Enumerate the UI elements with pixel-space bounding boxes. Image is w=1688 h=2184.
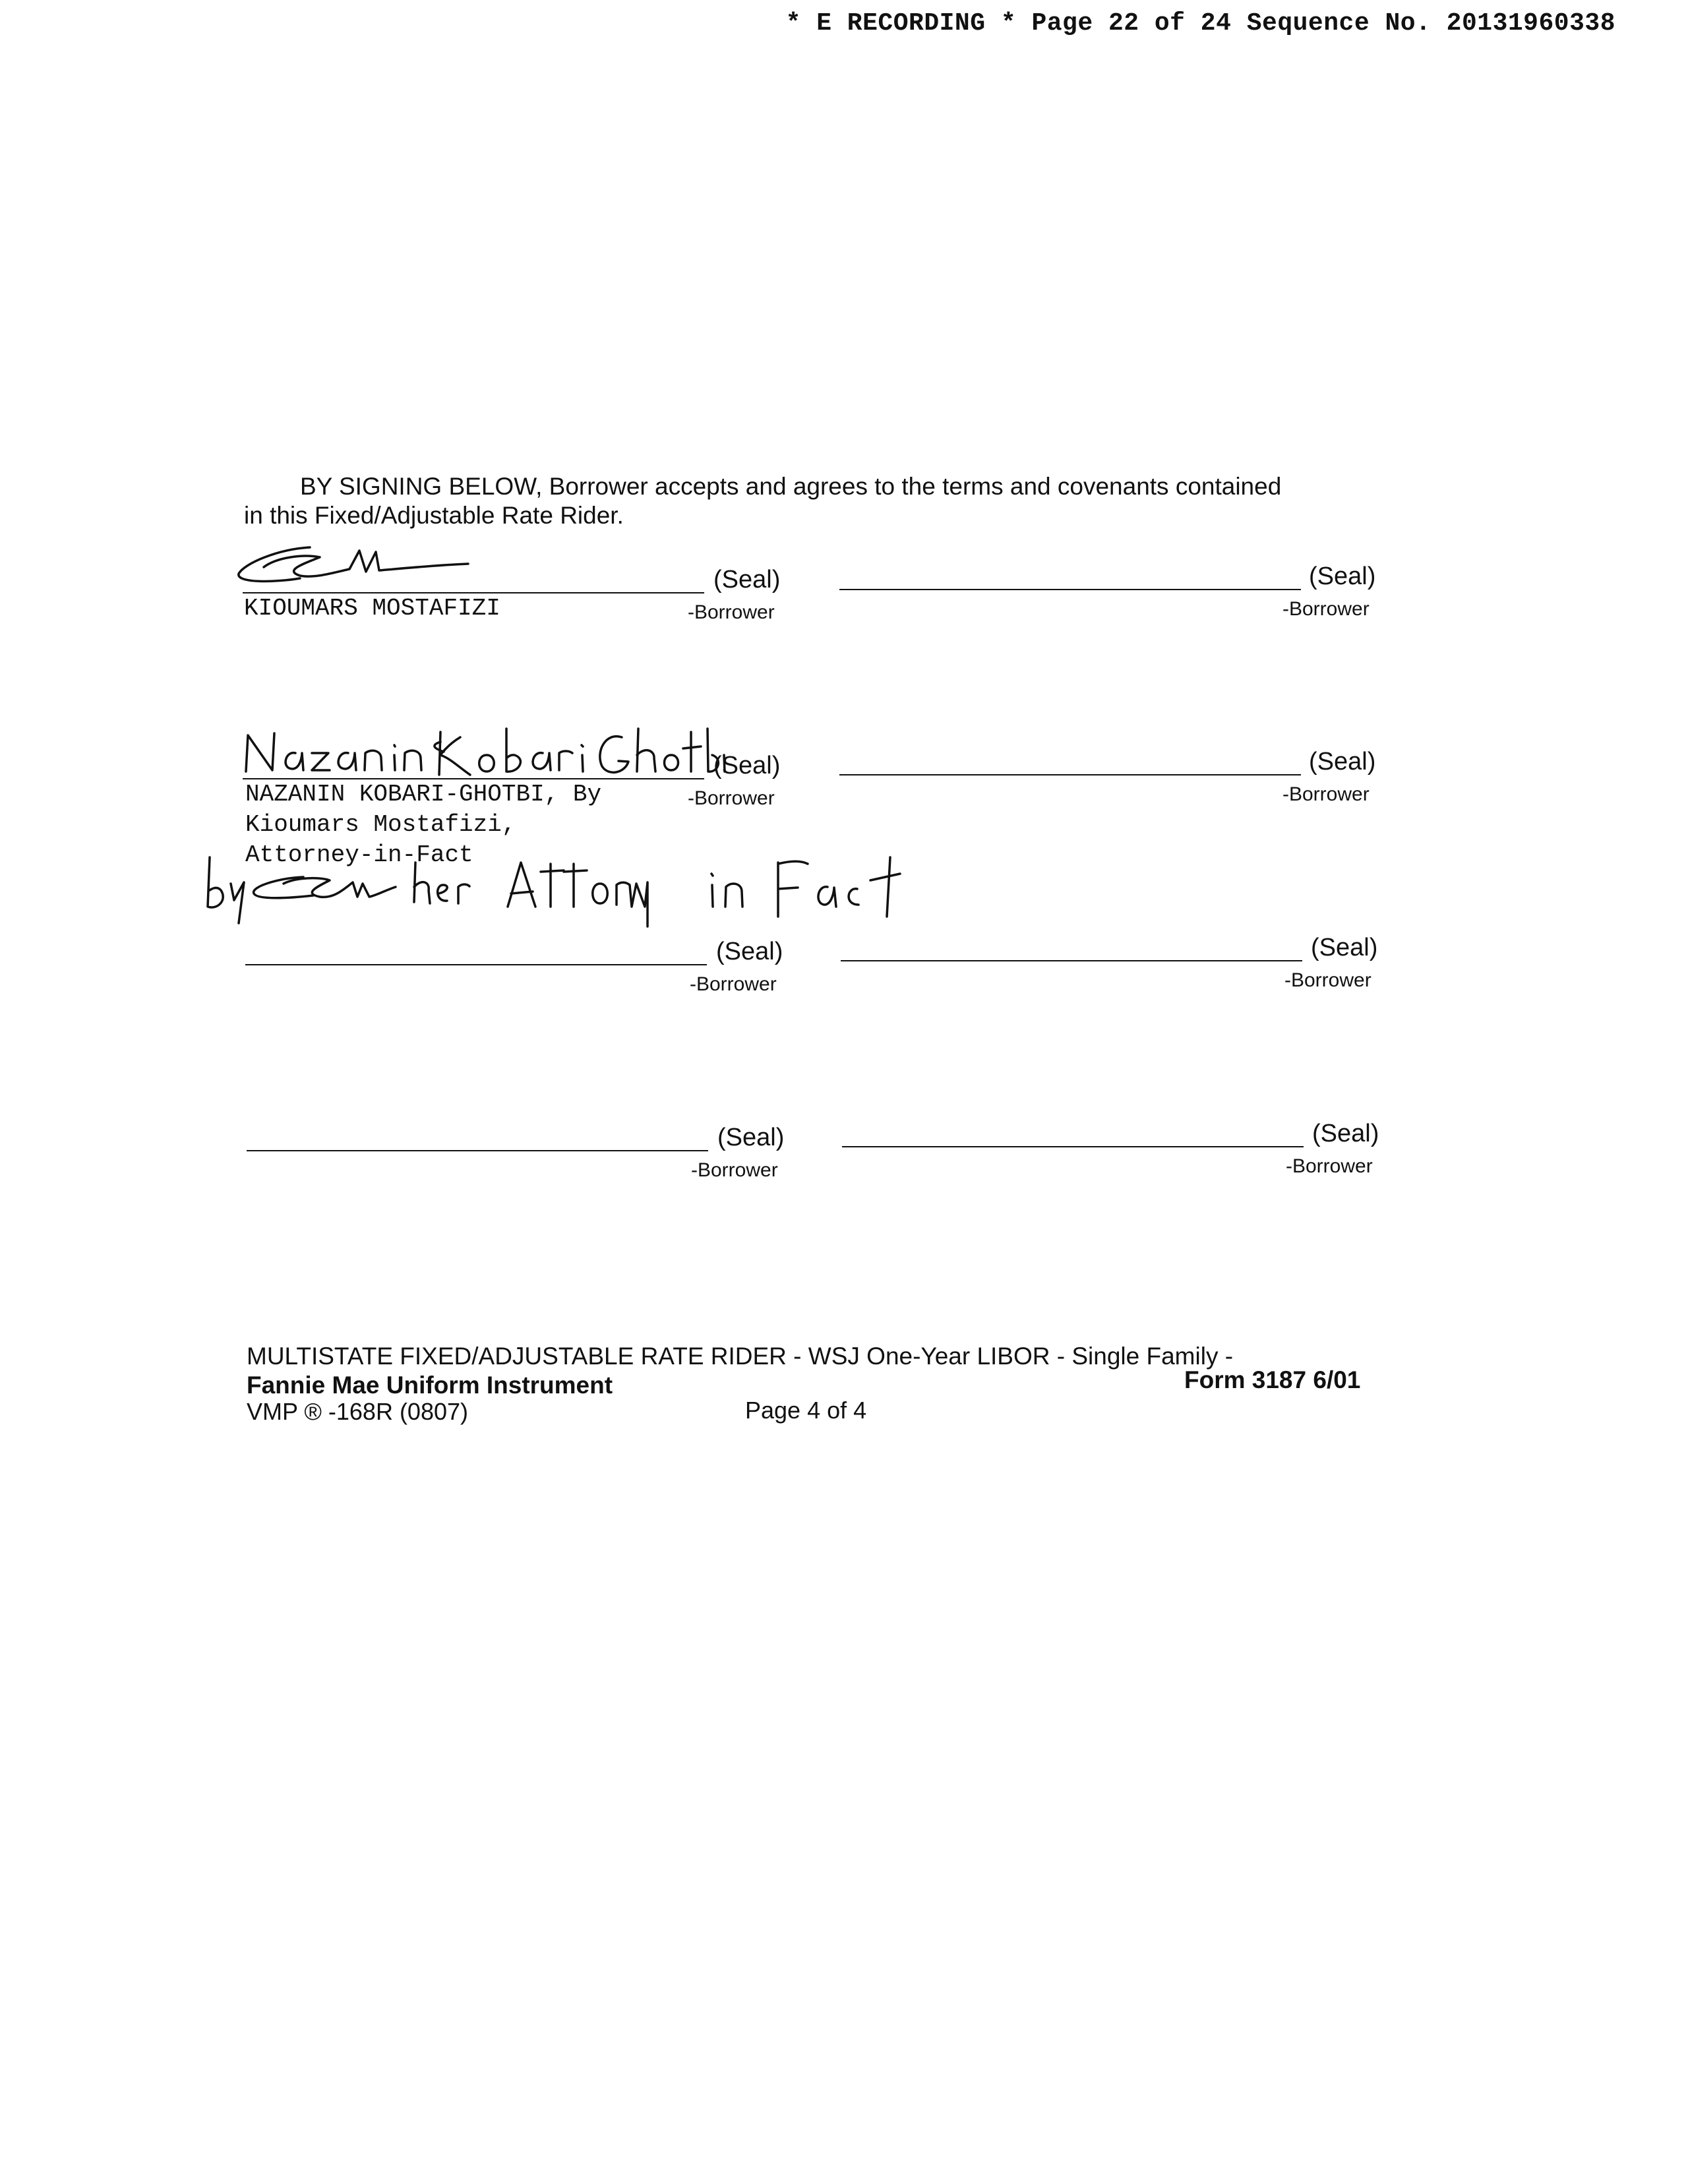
intro-line-2: in this Fixed/Adjustable Rate Rider. (244, 502, 624, 529)
handwritten-attorney-in-fact (204, 844, 930, 930)
borrower-label-2-right: -Borrower (1282, 783, 1370, 805)
seal-label-1-left: (Seal) (713, 566, 781, 593)
signature-line-3-left (245, 964, 707, 965)
footer-vmp-code: VMP ® -168R (0807) (247, 1398, 469, 1425)
borrower-label-1-left: -Borrower (688, 601, 775, 623)
typed-name-nazanin-line-1: NAZANIN KOBARI-GHOTBI, By (245, 781, 602, 808)
seal-label-2-left: (Seal) (713, 752, 781, 779)
borrower-label-2-left: -Borrower (688, 787, 775, 809)
intro-line-1: BY SIGNING BELOW, Borrower accepts and agrees to the terms and covenants contained (300, 473, 1282, 500)
borrower-label-3-left: -Borrower (690, 973, 777, 995)
signature-line-1-right (839, 589, 1301, 590)
typed-name-nazanin-line-3: Attorney-in-Fact (245, 841, 473, 868)
typed-name-kioumars: KIOUMARS MOSTAFIZI (244, 595, 500, 622)
borrower-label-4-left: -Borrower (691, 1159, 778, 1181)
seal-label-4-right: (Seal) (1312, 1120, 1379, 1147)
recording-header: * E RECORDING * Page 22 of 24 Sequence No. 20131960338 (785, 9, 1615, 38)
seal-label-4-left: (Seal) (717, 1124, 785, 1151)
footer-page-number: Page 4 of 4 (745, 1397, 867, 1424)
signature-line-4-left (247, 1150, 708, 1151)
signature-line-2-right (839, 774, 1301, 775)
intro-paragraph (244, 472, 1391, 530)
footer-title-line-2: Fannie Mae Uniform Instrument (247, 1372, 613, 1399)
signature-line-4-right (842, 1146, 1304, 1147)
borrower-label-1-right: -Borrower (1282, 598, 1370, 620)
seal-label-3-left: (Seal) (716, 938, 783, 965)
typed-name-nazanin-line-2: Kioumars Mostafizi, (245, 811, 516, 838)
footer-form-number: Form 3187 6/01 (1184, 1366, 1361, 1393)
handwritten-signature-nazanin (243, 719, 731, 785)
seal-label-2-right: (Seal) (1309, 748, 1376, 775)
seal-label-1-right: (Seal) (1309, 562, 1376, 590)
footer-title-line-1: MULTISTATE FIXED/ADJUSTABLE RATE RIDER - WSJ One-Year LIBOR - Single Family - (247, 1343, 1234, 1370)
borrower-label-4-right: -Borrower (1286, 1155, 1373, 1177)
signature-line-3-right (841, 960, 1302, 961)
borrower-label-3-right: -Borrower (1284, 969, 1372, 991)
handwritten-signature-kioumars (237, 537, 481, 597)
seal-label-3-right: (Seal) (1311, 934, 1378, 961)
